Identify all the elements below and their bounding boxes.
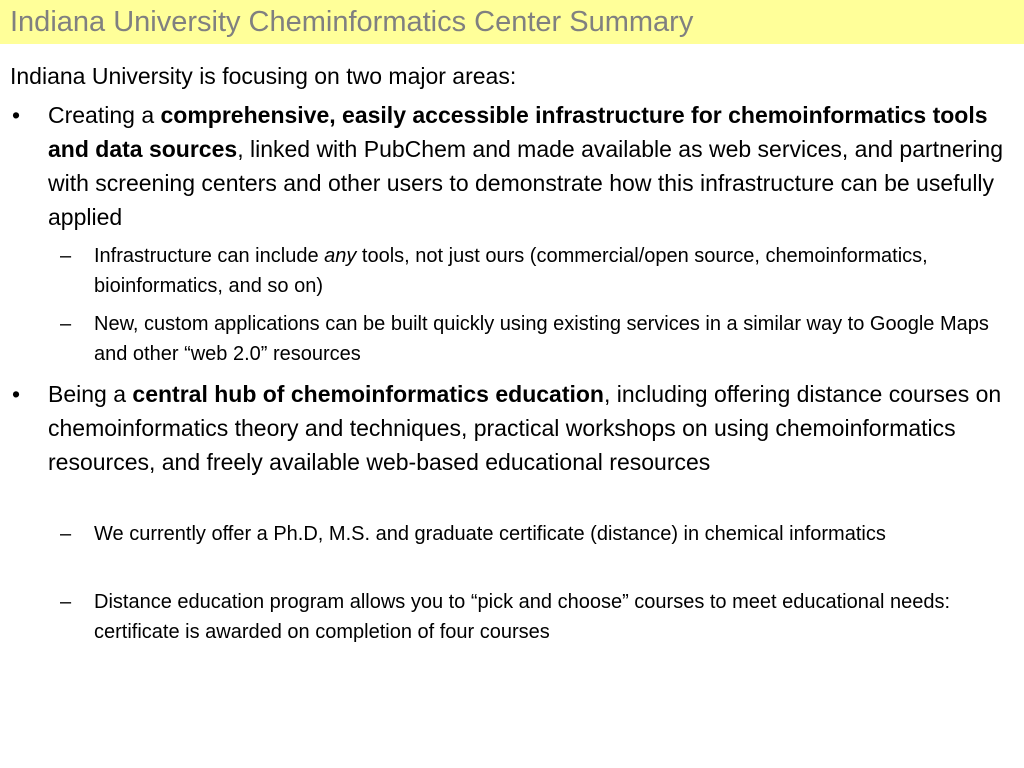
sub-bullet-custom-apps: [60, 309, 1000, 369]
sub-bullet-text: We currently offer a Ph.D, M.S. and graduate certificate (distance) in chemical informatics: [94, 523, 886, 545]
bullet-text-emphasis: comprehensive, easily accessible infrastructure for chemoinformatics tools and data sources: [48, 102, 988, 162]
bullet-infrastructure: [10, 98, 1014, 234]
bullet-text-rest: , including offering distance courses on chemoinformatics theory and techniques, practical workshops on using chemoinformatics resources, and freely available web-based educational resources: [48, 381, 1002, 475]
slide-title: Indiana University Cheminformatics Center Summary: [10, 6, 694, 38]
sub-bullet-text-rest: tools, not just ours (commercial/open source, chemoinformatics, bioinformatics, and so on): [94, 245, 928, 297]
sub-bullet-text-lead: Infrastructure can include: [94, 245, 325, 267]
sub-bullet-text-italic: any: [324, 245, 357, 267]
bullet-text: [48, 377, 1014, 479]
sub-bullet-marker: –: [60, 245, 72, 267]
bullet-text-rest: , linked with PubChem and made available as web services, and partnering with screening centers and other users to demonstrate how this infrastructure can be usefully applied: [48, 136, 1004, 230]
sub-bullet-marker: –: [60, 313, 72, 335]
bullet-text-lead: Being a: [48, 381, 133, 407]
intro-text: Indiana University is focusing on two major areas:: [10, 63, 517, 89]
sub-bullet-degrees: [60, 519, 1000, 549]
bullet-marker: •: [12, 381, 21, 407]
bullet-marker: •: [12, 102, 21, 128]
sub-bullet-distance-program: [60, 587, 1000, 647]
sub-bullet-any-tools: [60, 241, 1000, 301]
bullet-text-lead: Creating a: [48, 102, 161, 128]
bullet-text: [48, 98, 1014, 234]
sub-bullet-text: [94, 241, 1000, 301]
sub-bullet-text: Distance education program allows you to “pick and choose” courses to meet educational needs: certificate is awarded on completion of four courses: [94, 591, 951, 643]
sub-bullet-marker: –: [60, 591, 72, 613]
sub-bullet-text: New, custom applications can be built quickly using existing services in a similar way to Google Maps and other “web 2.0” resources: [94, 313, 989, 365]
bullet-text-emphasis: central hub of chemoinformatics education: [132, 381, 604, 407]
title-bar: [0, 0, 1024, 44]
sub-bullet-marker: –: [60, 523, 72, 545]
bullet-education: [10, 377, 1014, 479]
